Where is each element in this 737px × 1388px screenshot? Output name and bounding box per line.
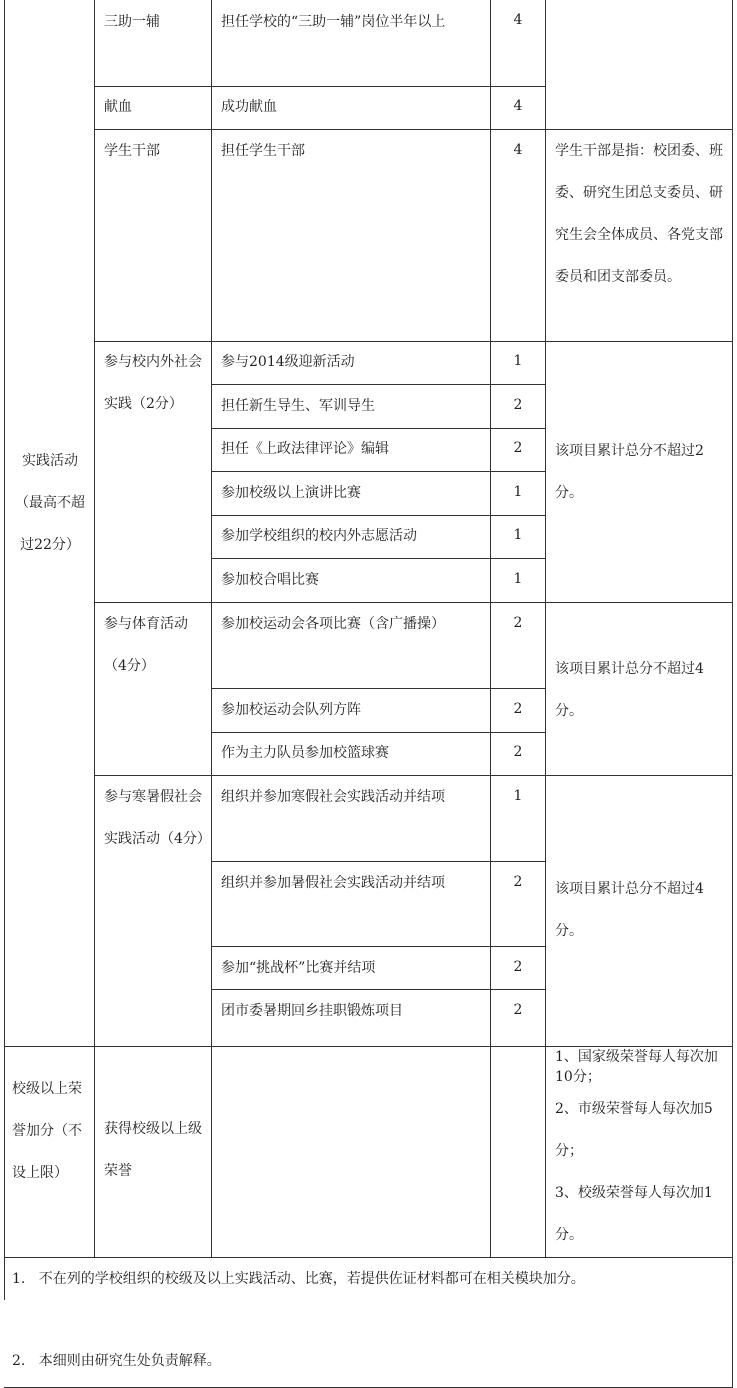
shehui-score-4: 1 — [513, 484, 523, 500]
hanshu-sub-3: 参加“挑战杯”比赛并结项 — [221, 960, 376, 976]
tiyu-sub-3: 作为主力队员参加校篮球赛 — [221, 745, 389, 761]
note-shehui: 该项目累计总分不超过2分。 — [555, 443, 704, 501]
score-sanzhu: 4 — [513, 12, 523, 28]
border-left — [4, 0, 5, 1300]
category-rongyu: 校级以上荣誉加分（不设上限） — [12, 1081, 82, 1181]
hanshu-score-2: 2 — [513, 874, 523, 890]
note-rongyu-2: 2、市级荣誉每人每次加5分； — [555, 1101, 713, 1159]
desc-xsgb: 担任学生干部 — [221, 143, 305, 159]
tiyu-sub-1: 参加校运动会各项比赛（含广播操） — [221, 616, 445, 632]
shehui-sub-1: 参与2014级迎新活动 — [221, 354, 355, 370]
shehui-sub-2: 担任新生导生、军训导生 — [221, 398, 375, 414]
shehui-score-3: 2 — [513, 440, 523, 456]
tiyu-sub-2: 参加校运动会队列方阵 — [221, 702, 361, 718]
item-shehui: 参与校内外社会实践（2分） — [104, 354, 202, 412]
footer-note-1: 1. 不在列的学校组织的校级及以上实践活动、比赛，若提供佐证材料都可在相关模块加分。 — [12, 1271, 585, 1287]
border-col4 — [545, 0, 546, 1257]
item-xsgb: 学生干部 — [104, 143, 160, 159]
note-rongyu-1: 1、国家级荣誉每人每次加10分； — [555, 1049, 718, 1085]
item-sanzhu: 三助一辅 — [104, 14, 160, 30]
footer-note-2: 2. 本细则由研究生处负责解释。 — [12, 1353, 221, 1369]
hanshu-sub-1: 组织并参加寒假社会实践活动并结项 — [221, 789, 445, 805]
item-hanshu: 参与寒暑假社会实践活动（4分） — [104, 789, 211, 847]
shehui-sub-5: 参加学校组织的校内外志愿活动 — [221, 528, 417, 544]
hanshu-score-4: 2 — [513, 1002, 523, 1018]
score-xianxue: 4 — [513, 98, 523, 114]
shehui-score-1: 1 — [513, 353, 523, 369]
tiyu-score-3: 2 — [513, 744, 523, 760]
hanshu-score-1: 1 — [513, 788, 523, 804]
hanshu-sub-4: 团市委暑期回乡挂职锻炼项目 — [221, 1003, 403, 1019]
note-tiyu: 该项目累计总分不超过4分。 — [555, 661, 704, 719]
shehui-sub-4: 参加校级以上演讲比赛 — [221, 485, 361, 501]
tiyu-score-1: 2 — [513, 615, 523, 631]
border-right — [732, 0, 733, 1388]
border-col1 — [94, 0, 95, 1257]
item-rongyu: 获得校级以上级荣誉 — [104, 1121, 202, 1179]
border-col2 — [211, 0, 212, 1257]
tiyu-score-2: 2 — [513, 701, 523, 717]
desc-xianxue: 成功献血 — [221, 99, 277, 115]
shehui-score-6: 1 — [513, 571, 523, 587]
note-xsgb: 学生干部是指：校团委、班委、研究生团总支委员、研究生会全体成员、各党支部委员和团支部委员。 — [555, 143, 723, 285]
shehui-sub-6: 参加校合唱比赛 — [221, 572, 319, 588]
note-rongyu-3: 3、校级荣誉每人每次加1分。 — [555, 1185, 713, 1243]
shehui-score-2: 2 — [513, 397, 523, 413]
score-xsgb: 4 — [513, 142, 523, 158]
item-xianxue: 献血 — [104, 99, 132, 115]
hanshu-score-3: 2 — [513, 959, 523, 975]
shehui-score-5: 1 — [513, 527, 523, 543]
hanshu-sub-2: 组织并参加暑假社会实践活动并结项 — [221, 875, 445, 891]
category-label: 实践活动（最高不超过22分） — [15, 453, 85, 553]
shehui-sub-3: 担任《上政法律评论》编辑 — [221, 441, 389, 457]
note-hanshu: 该项目累计总分不超过4分。 — [555, 881, 704, 939]
desc-sanzhu: 担任学校的“三助一辅”岗位半年以上 — [221, 14, 446, 30]
item-tiyu: 参与体育活动（4分） — [104, 616, 188, 674]
